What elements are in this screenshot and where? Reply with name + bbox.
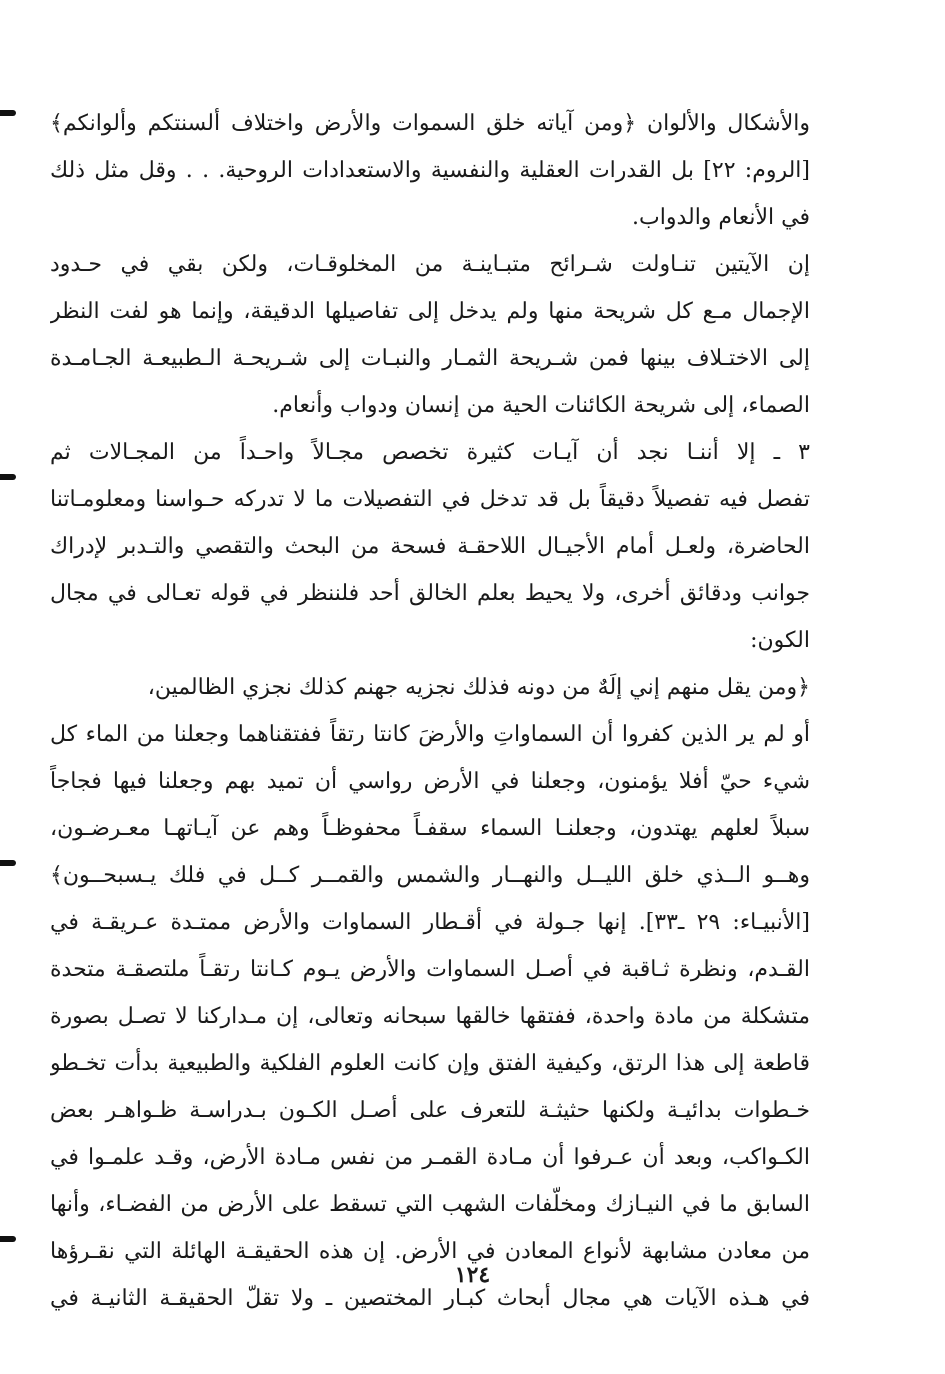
text-line: السابق ما في النيـازك ومخلّفات الشهب التي تسقط على الأرض من الفضـاء، وأنها bbox=[50, 1192, 810, 1217]
scan-edge-mark bbox=[0, 860, 16, 866]
text-line: وهــو الــذي خلق الليــل والنهــار والشمس والقمــر كــل في فلك يـسبحــون﴾ bbox=[50, 863, 810, 888]
text-line: الصماء، إلى شريحة الكائنات الحية من إنسان ودواب وأنعام. bbox=[272, 393, 810, 418]
text-line: الحاضرة، ولعـل أمام الأجيـال اللاحقـة فسحة من البحث والتقصي والتـدبر لإدراك bbox=[50, 534, 810, 559]
text-line: إن الآيتين تنـاولت شـرائح متبـاينـة من المخلوقـات، ولكن بقي في حـدود bbox=[50, 252, 810, 277]
text-line: في هـذه الآيات هي مجال أبحاث كبـار المختصين ـ ولا تقلّ الحقيقـة الثانيـة في bbox=[50, 1286, 810, 1311]
page-number: ١٢٤ bbox=[454, 1262, 491, 1288]
scan-edge-mark bbox=[0, 110, 16, 116]
text-line: القـدم، ونظرة ثـاقبة في أصـل السماوات والأرض يـوم كـانتا رتقـاً ملتصقـة متحدة bbox=[50, 957, 810, 982]
text-line: ٣ ـ إلا أننـا نجد أن آيـات كثيرة تخصص مجـالاً واحـداً من المجـالات ثم bbox=[50, 440, 810, 465]
text-line: الإجمال مـع كل شريحة منها ولم يدخل إلى تفاصيلها الدقيقة، وإنما هو لفت النظر bbox=[50, 299, 810, 324]
text-line: شيء حيّ أفلا يؤمنون، وجعلنا في الأرض رواسي أن تميد بهم وجعلنا فيها فجاجاً bbox=[50, 769, 810, 794]
text-line: سبلاً لعلهم يهتدون، وجعلنـا السماء سقفـاً محفوظـاً وهم عن آيـاتهـا معـرضـون، bbox=[50, 816, 810, 841]
text-line: والأشكال والألوان ﴿ومن آياته خلق السموات والأرض واختلاف ألسنتكم وألوانكم﴾ bbox=[50, 111, 810, 136]
text-line: جوانب ودقائق أخرى، ولا يحيط بعلم الخالق أحد فلننظر في قوله تعـالى في مجال bbox=[50, 581, 810, 606]
text-line: تفصل فيه تفصيلاً دقيقاً بل قد تدخل في التفصيلات ما لا تدركه حـواسنا ومعلومـاتنا bbox=[50, 487, 810, 512]
body-text bbox=[50, 100, 810, 1322]
text-line: متشكلة من مادة واحدة، ففتقها خالقها سبحانه وتعالى، إن مـداركنا لا تصـل بصورة bbox=[50, 1004, 810, 1029]
text-line: خـطوات بدائيـة ولكنها حثيثـة للتعرف على أصـل الكـون بـدراسـة ظـواهـر بعض bbox=[50, 1098, 810, 1123]
text-line: أو لم ير الذين كفروا أن السماواتِ والأرضَ كانتا رتقاً ففتقناهما وجعلنا من الماء كل bbox=[50, 722, 810, 747]
text-line: قاطعة إلى هذا الرتق، وكيفية الفتق وإن كانت العلوم الفلكية والطبيعية بدأت تخـطو bbox=[50, 1051, 810, 1076]
text-line: إلى الاختـلاف بينها فمن شـريحة الثمـار والنبـات إلى شـريحـة الـطبيعـة الجـامـدة bbox=[50, 346, 810, 371]
text-line: من معادن مشابهة لأنواع المعادن في الأرض. إن هذه الحقيقـة الهائلة التي نقـرؤها bbox=[50, 1239, 810, 1264]
text-line: في الأنعام والدواب. bbox=[632, 205, 810, 230]
text-line: الكـواكب، وبعد أن عـرفوا أن مـادة القمـر من نفس مـادة الأرض، وقـد علمـوا في bbox=[50, 1145, 810, 1170]
text-line: [الأنبيـاء: ٢٩ ـ٣٣]. إنها جـولة في أقـطار السماوات والأرض ممتـدة عـريقـة في bbox=[50, 910, 810, 935]
text-line: الكون: bbox=[750, 628, 810, 653]
scan-edge-mark bbox=[0, 1236, 16, 1242]
text-line: [الروم: ٢٢] بل القدرات العقلية والنفسية والاستعدادات الروحية. . . وقل مثل ذلك bbox=[50, 158, 810, 183]
scan-edge-mark bbox=[0, 474, 16, 480]
text-line: ﴿ومن يقل منهم إني إلَهٌ من دونه فذلك نجزيه جهنم كذلك نجزي الظالمين، bbox=[147, 675, 810, 700]
